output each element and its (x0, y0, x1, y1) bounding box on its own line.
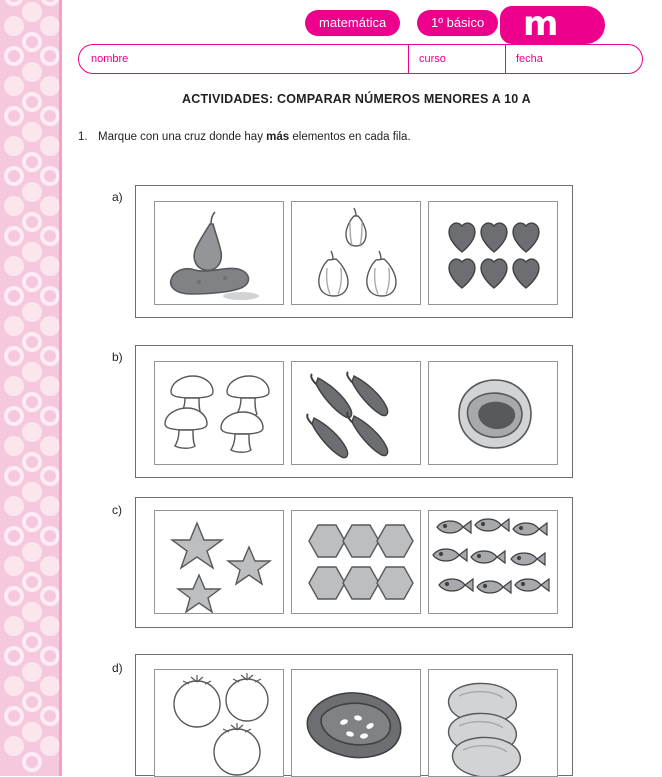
logo-letter: m (523, 4, 559, 44)
question-number: 1. (78, 131, 88, 143)
garlic-icon (292, 202, 421, 305)
chili-peppers-icon (292, 362, 421, 465)
dot-column (40, 0, 60, 766)
course-field-label[interactable]: curso (419, 53, 446, 65)
row-a-cell-2[interactable] (291, 201, 421, 305)
student-info-bar (78, 44, 643, 74)
instruction-text-bold: más (266, 131, 290, 143)
melon-slice-icon (292, 670, 421, 777)
grade-badge: 1º básico (417, 10, 498, 36)
instruction-text-before: Marque con una cruz donde hay (98, 131, 267, 143)
page-title: ACTIVIDADES: COMPARAR NÚMEROS MENORES A 10 A (182, 92, 531, 106)
row-a (135, 185, 573, 318)
fish-icon (429, 511, 558, 614)
row-label-c: c) (112, 503, 122, 517)
row-c (135, 497, 573, 628)
stars-icon (155, 511, 284, 614)
row-d-cell-2[interactable] (291, 669, 421, 777)
date-field-label[interactable]: fecha (516, 53, 543, 65)
mushrooms-icon (155, 362, 284, 465)
row-b (135, 345, 573, 478)
hearts-icon (429, 202, 558, 305)
shells-icon (429, 670, 558, 777)
instruction-text-after: elementos en cada fila. (289, 131, 411, 143)
dot-column (22, 2, 42, 776)
row-d (135, 654, 573, 776)
melon-icon (429, 362, 558, 465)
row-b-cell-3[interactable] (428, 361, 558, 465)
field-divider (505, 45, 506, 73)
row-b-cell-2[interactable] (291, 361, 421, 465)
row-c-cell-2[interactable] (291, 510, 421, 614)
row-c-cell-3[interactable] (428, 510, 558, 614)
name-field-label[interactable]: nombre (91, 53, 129, 65)
worksheet-header (305, 4, 605, 44)
row-label-d: d) (112, 661, 123, 675)
border-edge-line (59, 0, 62, 776)
subject-badge: matemática (305, 10, 400, 36)
row-c-cell-1[interactable] (154, 510, 284, 614)
dot-column (4, 0, 24, 766)
row-d-cell-1[interactable] (154, 669, 284, 777)
row-d-cell-3[interactable] (428, 669, 558, 777)
field-divider (408, 45, 409, 73)
row-label-a: a) (112, 190, 123, 204)
question-instruction (98, 131, 411, 143)
pears-icon (155, 202, 284, 305)
hexagons-icon (292, 511, 421, 614)
tomatoes-icon (155, 670, 284, 777)
row-b-cell-1[interactable] (154, 361, 284, 465)
row-a-cell-1[interactable] (154, 201, 284, 305)
row-label-b: b) (112, 350, 123, 364)
row-a-cell-3[interactable] (428, 201, 558, 305)
decorative-left-border (0, 0, 62, 776)
